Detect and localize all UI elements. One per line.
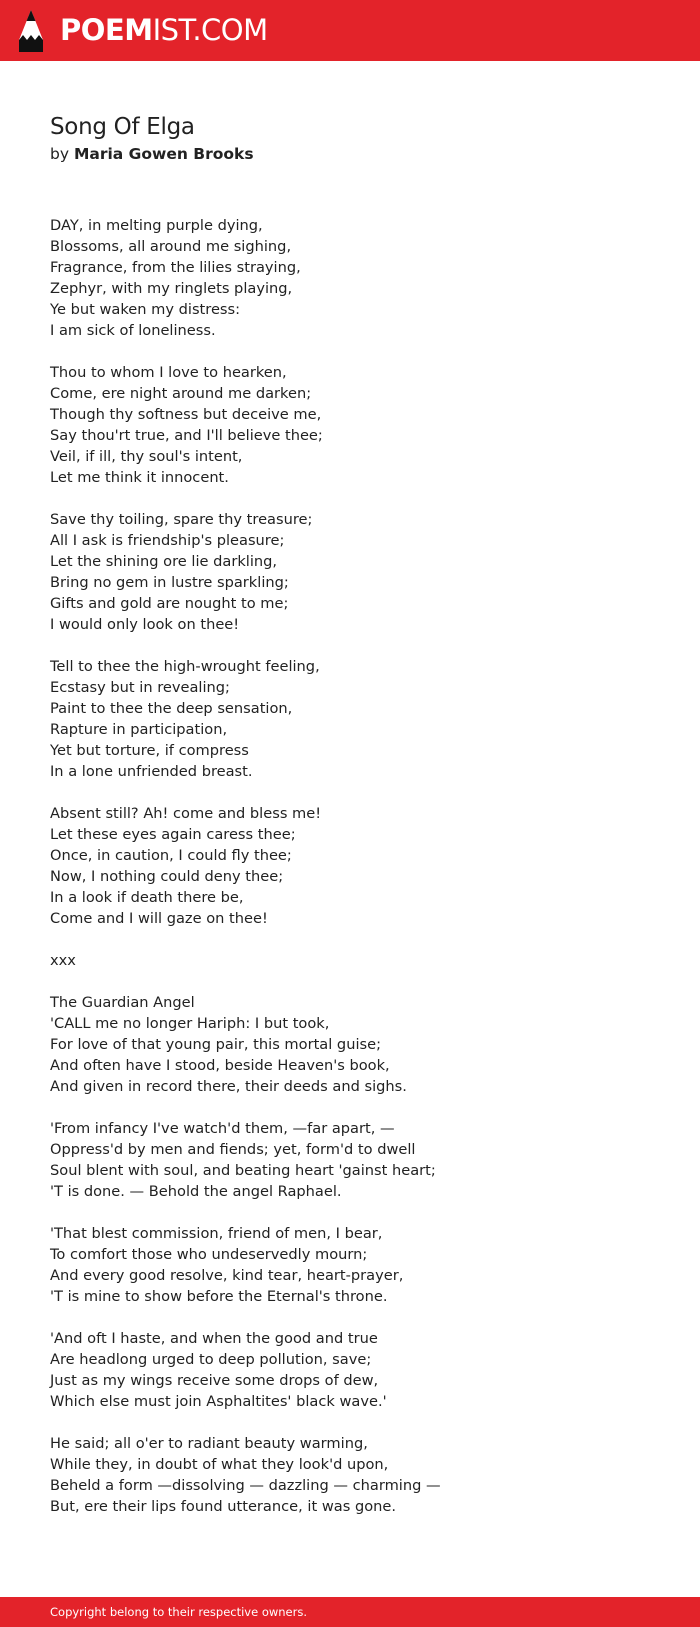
poem-line: Just as my wings receive some drops of dew, [50, 1372, 379, 1389]
poem-line: Save thy toiling, spare thy treasure; [50, 511, 313, 528]
poem-line: Let these eyes again caress thee; [50, 826, 296, 843]
pencil-tip-icon [18, 10, 44, 52]
site-header [0, 0, 700, 61]
poem-line: 'From infancy I've watch'd them, —far apart, — [50, 1120, 395, 1137]
poem-line: Tell to thee the high-wrought feeling, [50, 658, 320, 675]
poem-line: Are headlong urged to deep pollution, save; [50, 1351, 372, 1368]
poem-line: Yet but torture, if compress [50, 742, 249, 759]
poem-line: Oppress'd by men and fiends; yet, form'd to dwell [50, 1141, 416, 1158]
poem-line: But, ere their lips found utterance, it was gone. [50, 1498, 397, 1515]
poem-line: Come, ere night around me darken; [50, 385, 312, 402]
poem-line: Which else must join Asphaltites' black wave.' [50, 1393, 387, 1410]
author-link[interactable]: Maria Gowen Brooks [73, 145, 254, 163]
poem-line: I would only look on thee! [50, 616, 240, 633]
poem-stanza [50, 1118, 670, 1202]
poem-line: He said; all o'er to radiant beauty warming, [50, 1435, 368, 1452]
site-logo-link[interactable] [18, 10, 268, 52]
poem-stanza [50, 509, 670, 635]
poem-stanza [50, 1328, 670, 1412]
poem-stanza [50, 1433, 670, 1517]
poem-content [50, 113, 670, 1538]
poem-line: 'CALL me no longer Hariph: I but took, [50, 1015, 330, 1032]
poem-line: 'And oft I haste, and when the good and true [50, 1330, 378, 1347]
poem-line: 'T is mine to show before the Eternal's throne. [50, 1288, 388, 1305]
poem-line: Though thy softness but deceive me, [50, 406, 322, 423]
poem-line: DAY, in melting purple dying, [50, 217, 263, 234]
poem-line: Once, in caution, I could fly thee; [50, 847, 292, 864]
poem-line: Let me think it innocent. [50, 469, 229, 486]
poem-stanza [50, 803, 670, 929]
poem-title: Song Of Elga [50, 114, 195, 140]
poem-line: Beheld a form —dissolving — dazzling — charming — [50, 1477, 441, 1494]
poem-line: 'That blest commission, friend of men, I bear, [50, 1225, 383, 1242]
poem-line: 'T is done. — Behold the angel Raphael. [50, 1183, 342, 1200]
copyright-text: Copyright belong to their respective owners. [50, 1605, 308, 1619]
poem-line: And every good resolve, kind tear, heart-prayer, [50, 1267, 404, 1284]
poem-stanza [50, 656, 670, 782]
poem-line: Paint to thee the deep sensation, [50, 700, 293, 717]
logo-light-part: IST.COM [152, 13, 268, 47]
poem-line: Ye but waken my distress: [50, 301, 241, 318]
poem-line: xxx [50, 952, 76, 969]
poem-stanza [50, 950, 670, 971]
poem-line: Blossoms, all around me sighing, [50, 238, 292, 255]
by-label: by [50, 145, 70, 163]
poem-stanza [50, 992, 670, 1097]
poem-line: Say thou'rt true, and I'll believe thee; [50, 427, 323, 444]
poem-line: In a look if death there be, [50, 889, 244, 906]
poem-line: Thou to whom I love to hearken, [50, 364, 287, 381]
poem-line: Fragrance, from the lilies straying, [50, 259, 301, 276]
poem-line: Zephyr, with my ringlets playing, [50, 280, 293, 297]
poem-line: Absent still? Ah! come and bless me! [50, 805, 322, 822]
site-footer [0, 1597, 700, 1627]
poem-line: The Guardian Angel [50, 994, 195, 1011]
poem-line: Ecstasy but in revealing; [50, 679, 230, 696]
poem-byline [50, 143, 670, 165]
poem-line: Let the shining ore lie darkling, [50, 553, 278, 570]
poem-line: While they, in doubt of what they look'd upon, [50, 1456, 389, 1473]
poem-body [50, 215, 670, 1517]
site-logo-text [60, 13, 268, 47]
poem-line: Come and I will gaze on thee! [50, 910, 268, 927]
poem-line: Bring no gem in lustre sparkling; [50, 574, 289, 591]
poem-line: And often have I stood, beside Heaven's book, [50, 1057, 390, 1074]
poem-line: For love of that young pair, this mortal guise; [50, 1036, 382, 1053]
logo-bold-part: POEM [60, 13, 153, 47]
poem-line: And given in record there, their deeds and sighs. [50, 1078, 407, 1095]
poem-line: All I ask is friendship's pleasure; [50, 532, 285, 549]
poem-line: Now, I nothing could deny thee; [50, 868, 284, 885]
poem-stanza [50, 215, 670, 341]
poem-line: To comfort those who undeservedly mourn; [50, 1246, 368, 1263]
poem-line: Rapture in participation, [50, 721, 228, 738]
poem-line: In a lone unfriended breast. [50, 763, 253, 780]
poem-stanza [50, 362, 670, 488]
poem-line: Veil, if ill, thy soul's intent, [50, 448, 243, 465]
poem-line: Soul blent with soul, and beating heart 'gainst heart; [50, 1162, 436, 1179]
poem-stanza [50, 1223, 670, 1307]
poem-line: I am sick of loneliness. [50, 322, 216, 339]
poem-line: Gifts and gold are nought to me; [50, 595, 289, 612]
